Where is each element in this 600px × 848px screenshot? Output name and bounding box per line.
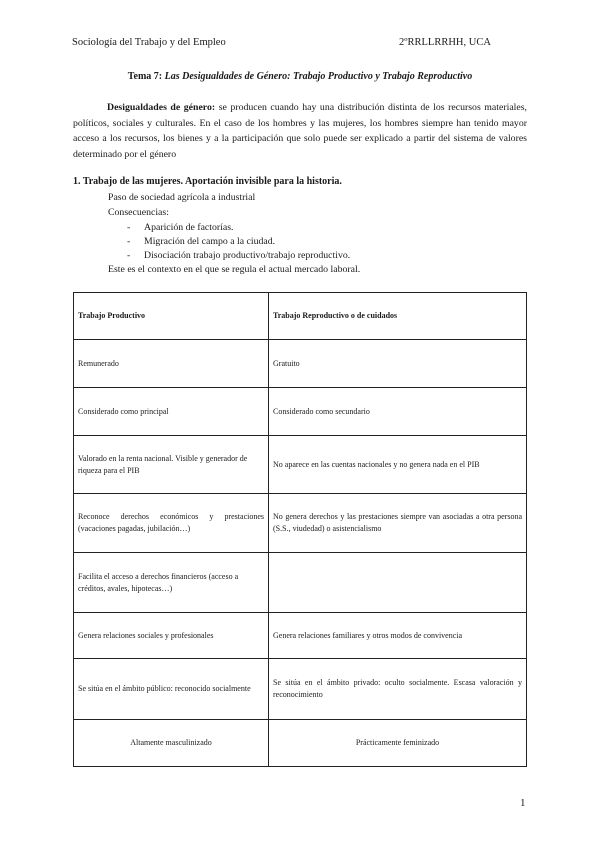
table-cell: Facilita el acceso a derechos financieros (acceso a créditos, avales, hipotecas…) [74, 553, 269, 613]
table-cell: Considerado como principal [74, 388, 269, 436]
consequences-label: Consecuencias: [108, 207, 169, 218]
table-cell: Prácticamente feminizado [269, 720, 527, 767]
table-cell: No aparece en las cuentas nacionales y no genera nada en el PIB [269, 436, 527, 494]
table-cell-empty [269, 553, 527, 613]
table-cell: No genera derechos y las prestaciones siempre van asociadas a otra persona (S.S., viudedad) o asistencialismo [269, 494, 527, 553]
table-row [74, 494, 527, 553]
bullet-item [127, 222, 234, 233]
header-course-title: Sociología del Trabajo y del Empleo [72, 37, 226, 48]
table-row [74, 340, 527, 388]
closing-line: Este es el contexto en el que se regula el actual mercado laboral. [108, 264, 361, 275]
table-header-row [74, 293, 527, 340]
header-cell-reproductive: Trabajo Reproductivo o de cuidados [269, 293, 527, 340]
header-course-code: 2ºRRLLRRHH, UCA [399, 37, 491, 48]
comparison-table [73, 292, 527, 767]
intro-paragraph [73, 100, 527, 162]
table-cell: Genera relaciones familiares y otros modos de convivencia [269, 613, 527, 659]
table-cell: Reconoce derechos económicos y prestaciones (vacaciones pagadas, jubilación…) [74, 494, 269, 553]
table-cell: Genera relaciones sociales y profesionales [74, 613, 269, 659]
table-cell: Se sitúa en el ámbito privado: oculto socialmente. Escasa valoración y reconocimiento [269, 659, 527, 720]
page-number: 1 [520, 797, 526, 809]
table-cell: Remunerado [74, 340, 269, 388]
table-cell: Se sitúa en el ámbito público: reconocido socialmente [74, 659, 269, 720]
table-row [74, 388, 527, 436]
intro-term: Desigualdades de género: [107, 102, 216, 113]
table-cell: Considerado como secundario [269, 388, 527, 436]
table-row [74, 553, 527, 613]
table-row [74, 613, 527, 659]
bullet-text: Disociación trabajo productivo/trabajo reproductivo. [144, 250, 351, 261]
title-main: Las Desigualdades de Género: Trabajo Productivo y Trabajo Reproductivo [164, 71, 473, 82]
dash-icon: - [127, 222, 131, 233]
title-prefix: Tema 7: [127, 71, 165, 82]
bullet-text: Aparición de factorías. [144, 222, 234, 233]
bullet-item [127, 236, 275, 247]
bullet-text: Migración del campo a la ciudad. [144, 236, 276, 247]
table-row [74, 436, 527, 494]
header-cell-productive: Trabajo Productivo [74, 293, 269, 340]
section-heading: 1. Trabajo de las mujeres. Aportación invisible para la historia. [73, 176, 342, 187]
table-row [74, 720, 527, 767]
table-cell: Gratuito [269, 340, 527, 388]
table-cell: Valorado en la renta nacional. Visible y generador de riqueza para el PIB [74, 436, 269, 494]
context-line: Paso de sociedad agrícola a industrial [108, 192, 256, 203]
bullet-item [127, 250, 350, 261]
intro-text: se producen cuando hay una distribución distinta de los recursos materiales, políticos, sociales y culturales. En el caso de los hombres y las mujeres, los hombres siempre han tenido mayor acceso a los recursos, los bienes y a la participación que solo puede ser explicado a partir del sistema de valores determinado por el género [73, 102, 528, 160]
table-row [74, 659, 527, 720]
dash-icon: - [127, 236, 131, 247]
table-cell: Altamente masculinizado [74, 720, 269, 767]
dash-icon: - [127, 250, 131, 261]
page-title [0, 71, 600, 82]
